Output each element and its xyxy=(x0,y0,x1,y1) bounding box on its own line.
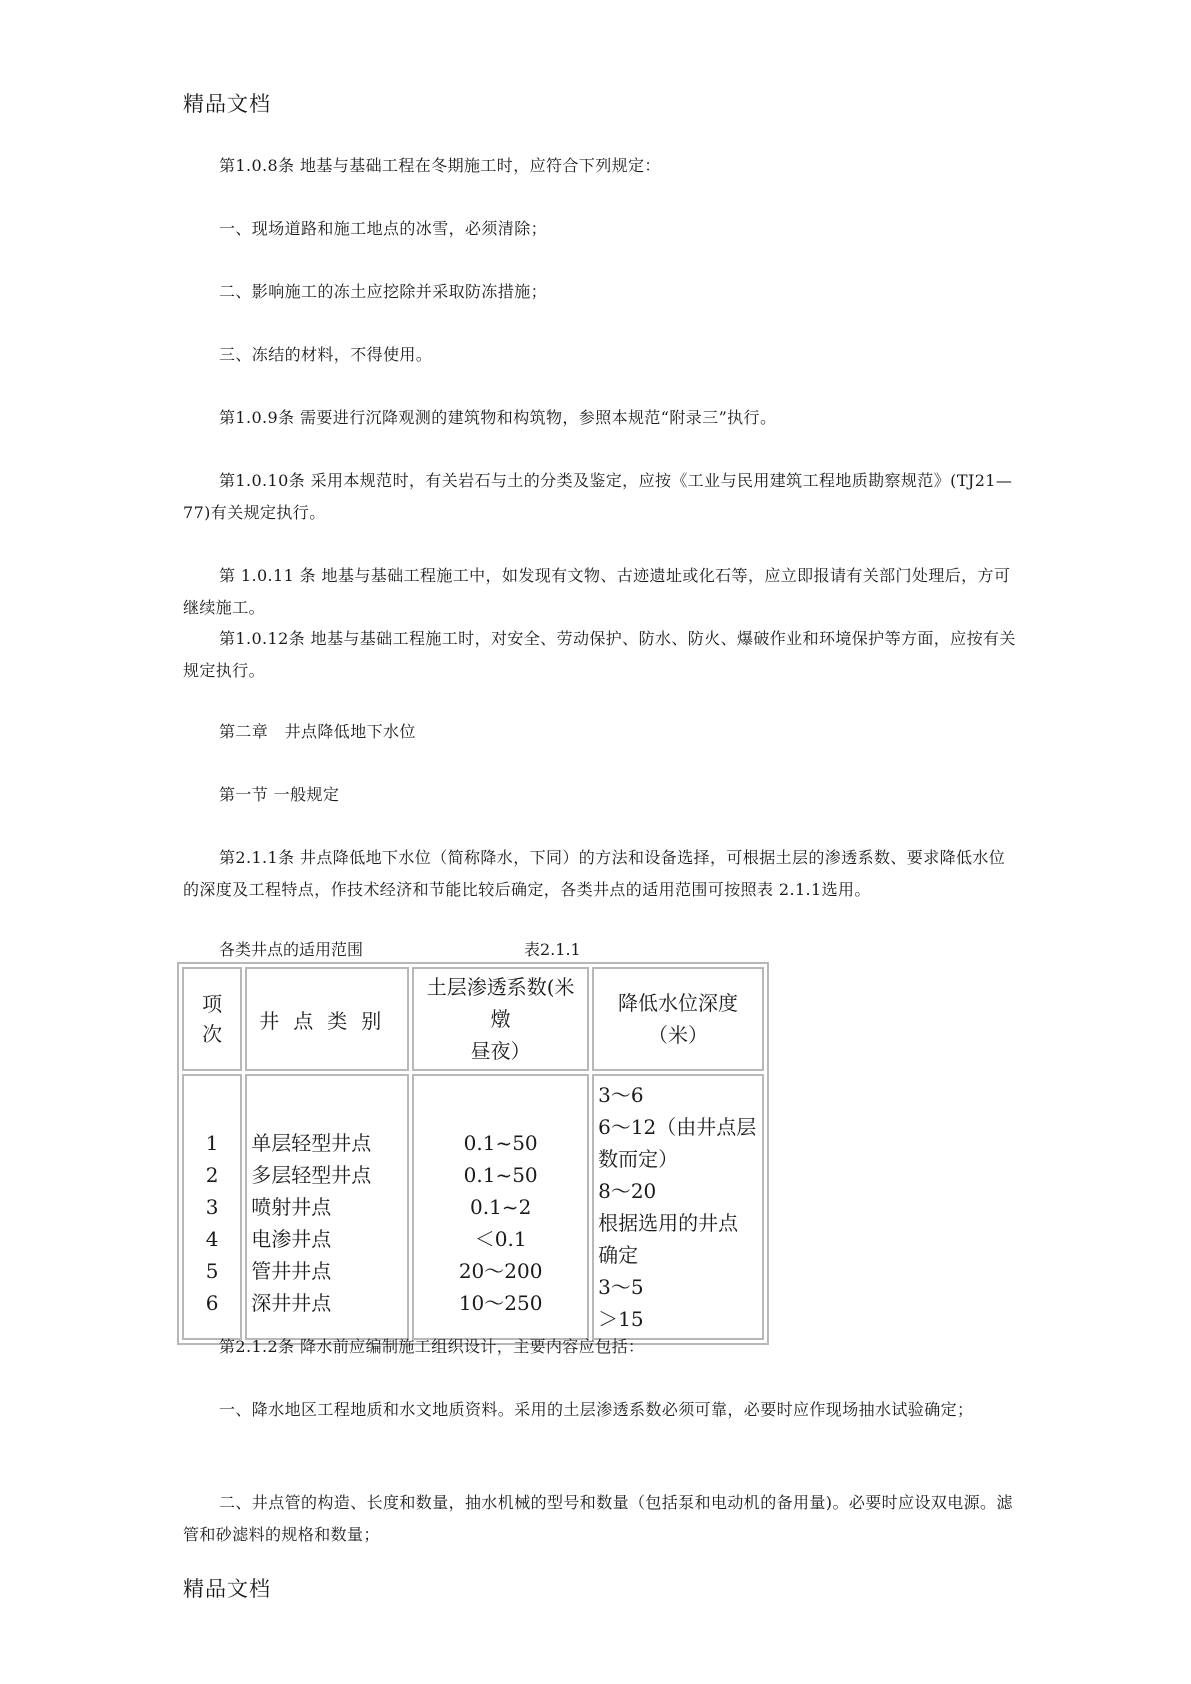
header-index-line: 次 xyxy=(202,1022,223,1046)
type-value: 喷射井点 xyxy=(251,1195,332,1219)
header-permeability xyxy=(412,967,589,1071)
paragraph: 三、冻结的材料，不得使用。 xyxy=(219,345,433,364)
table-caption-title: 各类井点的适用范围 xyxy=(219,940,364,959)
permeability-cell xyxy=(412,1074,589,1340)
table-header-row xyxy=(182,967,764,1071)
depth-value: 3～5 xyxy=(598,1275,644,1299)
type-cell xyxy=(245,1074,409,1340)
footer-watermark: 精品文档 xyxy=(183,1577,271,1601)
header-index xyxy=(182,967,242,1071)
header-depth xyxy=(592,967,764,1071)
well-point-range-table xyxy=(177,962,769,1345)
permeability-value: 0.1~50 xyxy=(463,1163,538,1187)
paragraph: 第1.0.8条 地基与基础工程在冬期施工时，应符合下列规定： xyxy=(219,156,661,175)
paragraph: 第 1.0.11 条 地基与基础工程施工中，如发现有文物、古迹遗址或化石等，应立即报请有关部门处理后，方可继续施工。 xyxy=(183,566,1011,617)
index-value: 2 xyxy=(205,1163,219,1187)
permeability-value: 20～200 xyxy=(458,1259,543,1283)
paragraph: 第1.0.9条 需要进行沉降观测的建筑物和构筑物，参照本规范“附录三”执行。 xyxy=(219,408,777,427)
paragraph: 一、现场道路和施工地点的冰雪，必须清除； xyxy=(219,219,548,238)
table-caption-number: 表2.1.1 xyxy=(524,940,581,959)
depth-value: 根据选用的井点 xyxy=(598,1211,739,1235)
index-value: 3 xyxy=(205,1195,219,1219)
paragraph: 第1.0.10条 采用本规范时，有关岩石与土的分类及鉴定，应按《工业与民用建筑工程地质勘察规范》(TJ21—77)有关规定执行。 xyxy=(183,471,1013,522)
chapter-heading: 第二章 井点降低地下水位 xyxy=(219,722,416,741)
header-depth-line: （米） xyxy=(648,1023,709,1047)
paragraph: 二、影响施工的冻土应挖除并采取防冻措施； xyxy=(219,282,548,301)
header-permeability-line: 昼夜） xyxy=(470,1039,531,1063)
paragraph: 第2.1.2条 降水前应编制施工组织设计，主要内容应包括： xyxy=(219,1337,645,1356)
index-cell xyxy=(182,1074,242,1340)
type-value: 管井井点 xyxy=(251,1259,332,1283)
type-value: 深井井点 xyxy=(251,1291,332,1315)
depth-value: 6～12（由井点层 xyxy=(598,1115,757,1139)
paragraph: 一、降水地区工程地质和水文地质资料。采用的土层渗透系数必须可靠，必要时应作现场抽水试验确定； xyxy=(219,1400,974,1419)
index-value: 4 xyxy=(205,1227,219,1251)
permeability-value: 10～250 xyxy=(458,1291,543,1315)
header-index-line: 项 xyxy=(202,992,223,1016)
depth-value: 3～6 xyxy=(598,1083,644,1107)
type-value: 多层轻型井点 xyxy=(251,1163,372,1187)
type-value: 电渗井点 xyxy=(251,1227,332,1251)
permeability-value: 0.1~50 xyxy=(463,1131,538,1155)
header-watermark: 精品文档 xyxy=(183,92,271,116)
paragraph: 第2.1.1条 井点降低地下水位（简称降水，下同）的方法和设备选择，可根据土层的渗透系数、要求降低水位的深度及工程特点，作技术经济和节能比较后确定，各类井点的适用范围可按照表 2.1.1选用。 xyxy=(183,848,1006,899)
depth-cell xyxy=(592,1074,764,1340)
paragraph: 第1.0.12条 地基与基础工程施工时，对安全、劳动保护、防水、防火、爆破作业和环境保护等方面，应按有关规定执行。 xyxy=(183,629,1016,680)
depth-value: 数而定） xyxy=(598,1147,679,1171)
header-depth-line: 降低水位深度 xyxy=(618,991,739,1015)
table-body-row xyxy=(182,1074,764,1340)
permeability-value: ＜0.1 xyxy=(474,1227,527,1251)
depth-value: 8～20 xyxy=(598,1179,657,1203)
index-value: 1 xyxy=(205,1131,219,1155)
depth-value: ＞15 xyxy=(598,1307,644,1331)
header-permeability-line: 土层渗透系数(米燉 xyxy=(426,975,575,1031)
header-type: 井点类别 xyxy=(245,967,409,1071)
index-value: 5 xyxy=(205,1259,219,1283)
section-heading: 第一节 一般规定 xyxy=(219,785,340,804)
type-value: 单层轻型井点 xyxy=(251,1131,372,1155)
index-value: 6 xyxy=(205,1291,219,1315)
depth-value: 确定 xyxy=(598,1243,639,1267)
permeability-value: 0.1~2 xyxy=(470,1195,532,1219)
paragraph: 二、井点管的构造、长度和数量，抽水机械的型号和数量（包括泵和电动机的备用量)。必要时应设双电源。滤管和砂滤料的规格和数量； xyxy=(183,1493,1013,1544)
